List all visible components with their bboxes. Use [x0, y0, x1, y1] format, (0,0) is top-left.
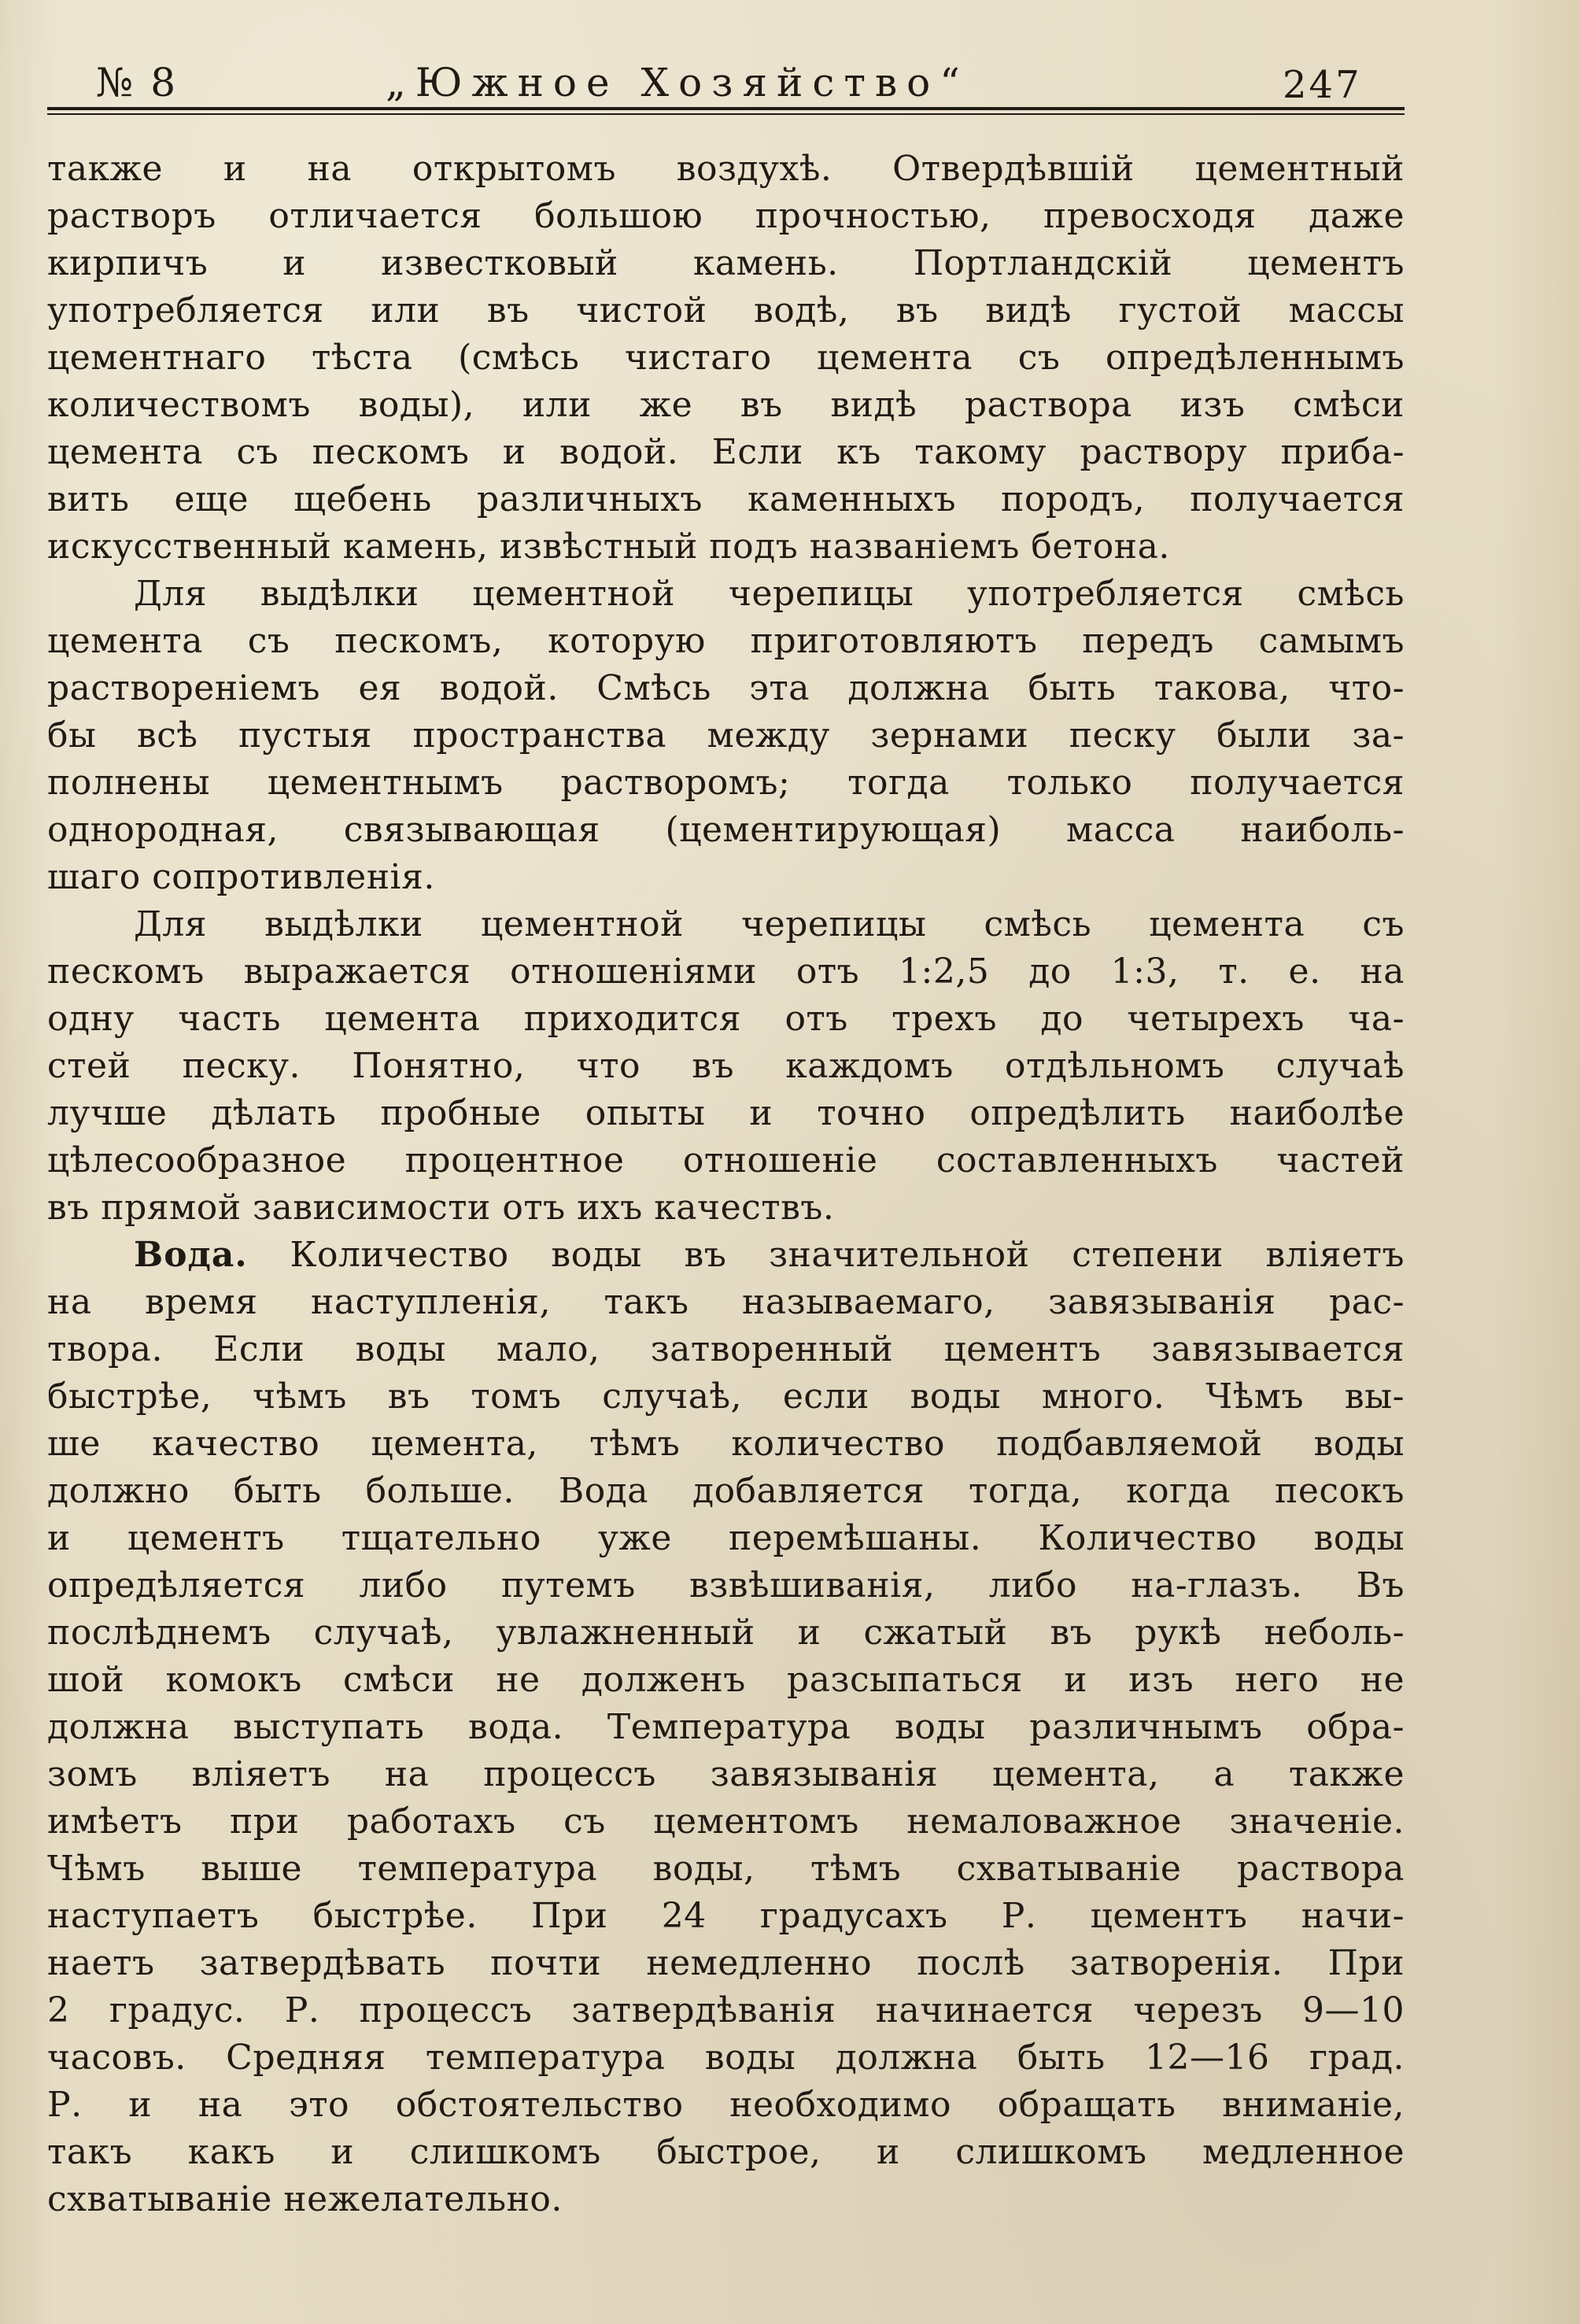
text-line: раствореніемъ ея водой. Смѣсь эта должна быть такова, что- [47, 668, 1405, 708]
text-line: Чѣмъ выше температура воды, тѣмъ схватываніе раствора [47, 1849, 1405, 1889]
paragraph [47, 571, 1405, 901]
text-line: Для выдѣлки цементной черепицы употребляется смѣсь [134, 574, 1405, 614]
paragraph [47, 901, 1405, 1232]
header-rule-thin [47, 113, 1405, 115]
text-span: Количество воды въ значительной степени вліяетъ [290, 1235, 1405, 1275]
text-line [47, 1232, 1405, 1279]
text-line: наступаетъ быстрѣе. При 24 градусахъ Р. цементъ начи- [47, 1896, 1405, 1936]
text-line: вить еще щебень различныхъ каменныхъ породъ, получается [47, 479, 1405, 519]
text-line: одну часть цемента приходится отъ трехъ до четырехъ ча- [47, 999, 1405, 1039]
text-line: должно быть больше. Вода добавляется тогда, когда песокъ [47, 1471, 1405, 1511]
text-line: лучше дѣлать пробные опыты и точно опредѣлить наиболѣе [47, 1093, 1405, 1133]
header-rule-thick [47, 107, 1405, 110]
text-line: употребляется или въ чистой водѣ, въ видѣ густой массы [47, 290, 1405, 331]
text-line: количествомъ воды), или же въ видѣ раствора изъ смѣси [47, 385, 1405, 425]
text-line: шаго сопротивленія. [47, 857, 435, 897]
text-line: шой комокъ смѣси не долженъ разсыпаться и изъ него не [47, 1660, 1405, 1700]
text-line: растворъ отличается большою прочностью, превосходя даже [47, 196, 1405, 236]
text-line: часовъ. Средняя температура воды должна быть 12—16 град. [47, 2038, 1405, 2078]
text-line: быстрѣе, чѣмъ въ томъ случаѣ, если воды много. Чѣмъ вы- [47, 1376, 1405, 1417]
page-number: 247 [1283, 63, 1362, 107]
text-line: 2 градус. Р. процессъ затвердѣванія начинается черезъ 9—10 [47, 1990, 1405, 2030]
issue-number: № 8 [96, 60, 179, 105]
text-line: наетъ затвердѣвать почти немедленно послѣ затворенія. При [47, 1943, 1405, 1983]
text-line: однородная, связывающая (цементирующая) масса наиболь- [47, 810, 1405, 850]
text-line: схватываніе нежелательно. [47, 2179, 563, 2219]
paragraph [47, 1232, 1405, 2223]
text-line: на время наступленія, такъ называемаго, завязыванія рас- [47, 1282, 1405, 1322]
paragraph-lead-word: Вода. [134, 1235, 248, 1275]
text-line: ше качество цемента, тѣмъ количество подбавляемой воды [47, 1424, 1405, 1464]
text-line: имѣетъ при работахъ съ цементомъ немаловажное значеніе. [47, 1801, 1405, 1842]
text-line: зомъ вліяетъ на процессъ завязыванія цемента, а также [47, 1754, 1405, 1794]
journal-title: „Южное Хозяйство“ [386, 60, 969, 105]
text-line: такъ какъ и слишкомъ быстрое, и слишкомъ медленное [47, 2132, 1405, 2172]
body-text [47, 146, 1405, 2223]
text-line: цемента съ пескомъ, которую приготовляютъ передъ самымъ [47, 621, 1405, 661]
text-line: послѣднемъ случаѣ, увлажненный и сжатый въ рукѣ неболь- [47, 1613, 1405, 1653]
text-line: должна выступать вода. Температура воды различнымъ обра- [47, 1707, 1405, 1747]
text-line: стей песку. Понятно, что въ каждомъ отдѣльномъ случаѣ [47, 1046, 1405, 1086]
text-line: въ прямой зависимости отъ ихъ качествъ. [47, 1188, 835, 1228]
text-line: пескомъ выражается отношеніями отъ 1:2,5 до 1:3, т. е. на [47, 951, 1405, 992]
page-header [47, 55, 1405, 118]
text-line: кирпичъ и известковый камень. Портландскій цементъ [47, 243, 1405, 283]
text-line: искусственный камень, извѣстный подъ названіемъ бетона. [47, 527, 1170, 567]
text-line: полнены цементнымъ растворомъ; тогда только получается [47, 763, 1405, 803]
text-line: бы всѣ пустыя пространства между зернами песку были за- [47, 715, 1405, 756]
text-line: цѣлесообразное процентное отношеніе составленныхъ частей [47, 1140, 1405, 1180]
text-line: Для выдѣлки цементной черепицы смѣсь цемента съ [134, 904, 1405, 944]
text-line: также и на открытомъ воздухѣ. Отвердѣвшій цементный [47, 149, 1405, 189]
text-line: опредѣляется либо путемъ взвѣшиванія, либо на-глазъ. Въ [47, 1565, 1405, 1605]
paragraph [47, 146, 1405, 571]
text-line: твора. Если воды мало, затворенный цементъ завязывается [47, 1329, 1405, 1369]
text-line: цемента съ пескомъ и водой. Если къ такому раствору приба- [47, 432, 1405, 472]
text-line: цементнаго тѣста (смѣсь чистаго цемента съ опредѣленнымъ [47, 338, 1405, 378]
text-line: и цементъ тщательно уже перемѣшаны. Количество воды [47, 1518, 1405, 1558]
text-line: Р. и на это обстоятельство необходимо обращать вниманіе, [47, 2085, 1405, 2125]
